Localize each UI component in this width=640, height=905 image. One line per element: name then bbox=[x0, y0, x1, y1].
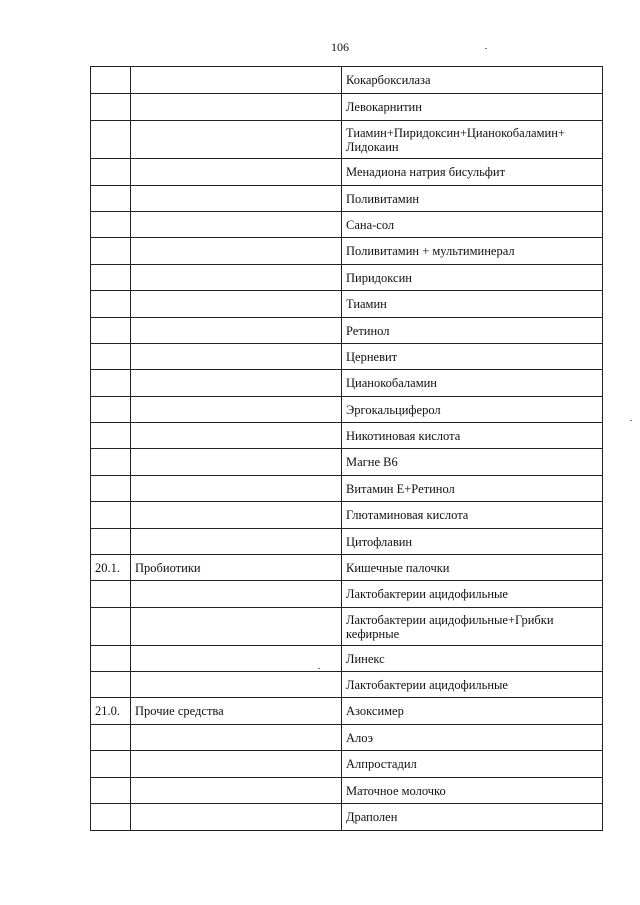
table-row bbox=[91, 804, 603, 831]
table-row bbox=[91, 449, 603, 476]
table-row bbox=[91, 370, 603, 397]
group-name-cell bbox=[131, 291, 342, 318]
scan-speck bbox=[630, 420, 632, 421]
group-name-cell bbox=[131, 318, 342, 344]
group-name-cell bbox=[131, 581, 342, 608]
group-name-cell bbox=[131, 608, 342, 646]
group-name-cell bbox=[131, 804, 342, 831]
page-number: 106 bbox=[331, 40, 349, 54]
group-name-cell bbox=[131, 672, 342, 698]
row-number-cell bbox=[91, 804, 131, 831]
drug-name-cell: Левокарнитин bbox=[342, 94, 603, 121]
group-name-cell bbox=[131, 751, 342, 778]
scan-speck bbox=[485, 48, 487, 49]
drug-name-cell: Магне В6 bbox=[342, 449, 603, 476]
group-name-cell: Пробиотики bbox=[131, 555, 342, 581]
drug-name-cell: Драполен bbox=[342, 804, 603, 831]
table-row bbox=[91, 555, 603, 581]
drug-table bbox=[90, 66, 603, 831]
table-row bbox=[91, 608, 603, 646]
drug-name-cell: Маточное молочко bbox=[342, 778, 603, 804]
table-row bbox=[91, 646, 603, 672]
table-row bbox=[91, 725, 603, 751]
drug-name-cell: Церневит bbox=[342, 344, 603, 370]
row-number-cell bbox=[91, 751, 131, 778]
drug-name-cell: Тиамин+Пиридоксин+Цианокобаламин+ Лидокаин bbox=[342, 121, 603, 159]
row-number-cell bbox=[91, 581, 131, 608]
drug-name-cell: Эргокальциферол bbox=[342, 397, 603, 423]
group-name-cell: Прочие средства bbox=[131, 698, 342, 725]
row-number-cell bbox=[91, 646, 131, 672]
group-name-cell bbox=[131, 646, 342, 672]
table-row bbox=[91, 265, 603, 291]
drug-name-cell: Линекс bbox=[342, 646, 603, 672]
drug-name-cell: Цианокобаламин bbox=[342, 370, 603, 397]
row-number-cell bbox=[91, 778, 131, 804]
row-number-cell bbox=[91, 502, 131, 529]
row-number-cell bbox=[91, 186, 131, 212]
table-row bbox=[91, 397, 603, 423]
table-row bbox=[91, 94, 603, 121]
row-number-cell bbox=[91, 67, 131, 94]
row-number-cell bbox=[91, 529, 131, 555]
row-number-cell: 21.0. bbox=[91, 698, 131, 725]
group-name-cell bbox=[131, 265, 342, 291]
group-name-cell bbox=[131, 344, 342, 370]
table-row bbox=[91, 291, 603, 318]
group-name-cell bbox=[131, 121, 342, 159]
table-row bbox=[91, 238, 603, 265]
drug-table-body bbox=[91, 67, 603, 831]
drug-name-cell: Пиридоксин bbox=[342, 265, 603, 291]
table-row bbox=[91, 121, 603, 159]
group-name-cell bbox=[131, 186, 342, 212]
table-row bbox=[91, 751, 603, 778]
group-name-cell bbox=[131, 238, 342, 265]
table-row bbox=[91, 318, 603, 344]
drug-name-cell: Лактобактерии ацидофильные+Грибки кефирные bbox=[342, 608, 603, 646]
drug-name-cell: Лактобактерии ацидофильные bbox=[342, 672, 603, 698]
table-row bbox=[91, 529, 603, 555]
table-row bbox=[91, 581, 603, 608]
table-row bbox=[91, 423, 603, 449]
row-number-cell: 20.1. bbox=[91, 555, 131, 581]
drug-name-cell: Поливитамин + мультиминерал bbox=[342, 238, 603, 265]
table-row bbox=[91, 344, 603, 370]
group-name-cell bbox=[131, 370, 342, 397]
table-row bbox=[91, 476, 603, 502]
group-name-cell bbox=[131, 423, 342, 449]
group-name-cell bbox=[131, 449, 342, 476]
row-number-cell bbox=[91, 238, 131, 265]
drug-name-cell: Тиамин bbox=[342, 291, 603, 318]
drug-name-cell: Ретинол bbox=[342, 318, 603, 344]
drug-name-cell: Витамин Е+Ретинол bbox=[342, 476, 603, 502]
drug-name-cell: Цитофлавин bbox=[342, 529, 603, 555]
scan-speck bbox=[318, 668, 320, 669]
row-number-cell bbox=[91, 291, 131, 318]
drug-name-cell: Алоэ bbox=[342, 725, 603, 751]
row-number-cell bbox=[91, 159, 131, 186]
group-name-cell bbox=[131, 94, 342, 121]
row-number-cell bbox=[91, 318, 131, 344]
drug-name-cell: Лактобактерии ацидофильные bbox=[342, 581, 603, 608]
group-name-cell bbox=[131, 476, 342, 502]
group-name-cell bbox=[131, 778, 342, 804]
table-row bbox=[91, 67, 603, 94]
drug-name-cell: Кишечные палочки bbox=[342, 555, 603, 581]
row-number-cell bbox=[91, 397, 131, 423]
table-row bbox=[91, 212, 603, 238]
group-name-cell bbox=[131, 502, 342, 529]
row-number-cell bbox=[91, 608, 131, 646]
drug-name-cell: Азоксимер bbox=[342, 698, 603, 725]
row-number-cell bbox=[91, 370, 131, 397]
group-name-cell bbox=[131, 67, 342, 94]
table-row bbox=[91, 159, 603, 186]
table-row bbox=[91, 186, 603, 212]
row-number-cell bbox=[91, 423, 131, 449]
drug-name-cell: Кокарбоксилаза bbox=[342, 67, 603, 94]
group-name-cell bbox=[131, 725, 342, 751]
drug-name-cell: Глютаминовая кислота bbox=[342, 502, 603, 529]
drug-name-cell: Алпростадил bbox=[342, 751, 603, 778]
drug-name-cell: Никотиновая кислота bbox=[342, 423, 603, 449]
table-row bbox=[91, 778, 603, 804]
row-number-cell bbox=[91, 476, 131, 502]
drug-name-cell: Поливитамин bbox=[342, 186, 603, 212]
row-number-cell bbox=[91, 449, 131, 476]
row-number-cell bbox=[91, 94, 131, 121]
group-name-cell bbox=[131, 397, 342, 423]
row-number-cell bbox=[91, 212, 131, 238]
row-number-cell bbox=[91, 725, 131, 751]
group-name-cell bbox=[131, 212, 342, 238]
drug-name-cell: Сана-сол bbox=[342, 212, 603, 238]
drug-name-cell: Менадиона натрия бисульфит bbox=[342, 159, 603, 186]
row-number-cell bbox=[91, 265, 131, 291]
group-name-cell bbox=[131, 159, 342, 186]
table-row bbox=[91, 672, 603, 698]
table-row bbox=[91, 502, 603, 529]
group-name-cell bbox=[131, 529, 342, 555]
table-row bbox=[91, 698, 603, 725]
row-number-cell bbox=[91, 344, 131, 370]
row-number-cell bbox=[91, 672, 131, 698]
row-number-cell bbox=[91, 121, 131, 159]
